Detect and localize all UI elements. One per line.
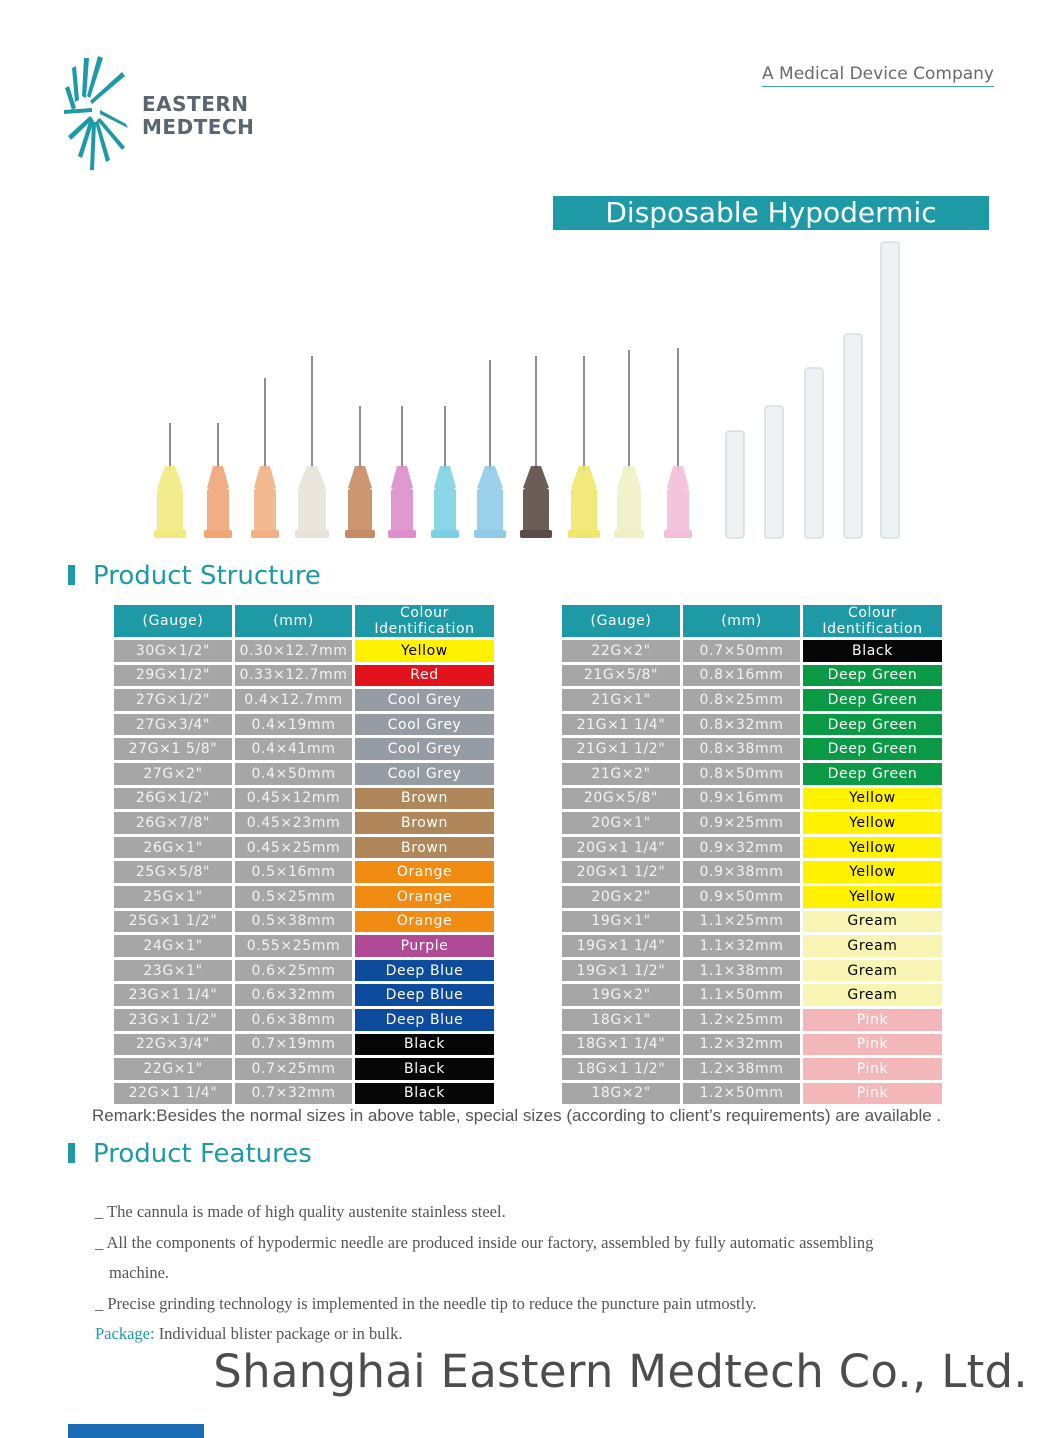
header-mm: (mm) bbox=[683, 605, 800, 637]
product-title: Disposable Hypodermic Needle bbox=[553, 196, 989, 230]
needle-3 bbox=[251, 378, 279, 538]
company-name: Shanghai Eastern Medtech Co., Ltd. bbox=[213, 1345, 1028, 1398]
size-cell: 0.9×16mm bbox=[683, 788, 800, 810]
size-cell: 1.2×50mm bbox=[683, 1083, 800, 1105]
size-cell: 0.5×25mm bbox=[235, 886, 352, 908]
table-row bbox=[562, 1009, 942, 1031]
size-cell: 0.6×25mm bbox=[235, 960, 352, 982]
table-row bbox=[114, 689, 494, 711]
table-row bbox=[562, 984, 942, 1006]
table-row bbox=[114, 861, 494, 883]
size-cell: 0.7×19mm bbox=[235, 1034, 352, 1056]
needle-cap-3 bbox=[805, 368, 823, 538]
gauge-cell: 18G×1 1/2" bbox=[562, 1058, 680, 1080]
feature-item-continued: machine. bbox=[109, 1263, 170, 1282]
size-cell: 1.2×32mm bbox=[683, 1034, 800, 1056]
table-row bbox=[114, 911, 494, 933]
table-row bbox=[562, 886, 942, 908]
gauge-cell: 21G×2" bbox=[562, 763, 680, 785]
table-row bbox=[114, 960, 494, 982]
colour-cell: Yellow bbox=[803, 886, 942, 908]
needle-7 bbox=[431, 406, 459, 538]
colour-cell: Red bbox=[355, 665, 494, 687]
structure-section-title bbox=[68, 561, 321, 591]
gauge-cell: 18G×1 1/4" bbox=[562, 1034, 680, 1056]
gauge-cell: 19G×2" bbox=[562, 984, 680, 1006]
size-cell: 0.8×50mm bbox=[683, 763, 800, 785]
table-row bbox=[562, 1058, 942, 1080]
table-row bbox=[114, 935, 494, 957]
section-marker-icon bbox=[68, 1143, 75, 1163]
needle-1 bbox=[154, 423, 186, 538]
colour-cell: Deep Blue bbox=[355, 1009, 494, 1031]
gauge-cell: 18G×2" bbox=[562, 1083, 680, 1105]
colour-cell: Brown bbox=[355, 788, 494, 810]
colour-cell: Gream bbox=[803, 960, 942, 982]
size-cell: 1.1×32mm bbox=[683, 935, 800, 957]
colour-cell: Yellow bbox=[803, 861, 942, 883]
table-row bbox=[562, 763, 942, 785]
header-colour: Colour Identification bbox=[803, 605, 942, 637]
table-row bbox=[114, 1009, 494, 1031]
size-cell: 0.9×50mm bbox=[683, 886, 800, 908]
size-cell: 0.7×25mm bbox=[235, 1058, 352, 1080]
size-cell: 1.1×25mm bbox=[683, 911, 800, 933]
table-row bbox=[114, 1058, 494, 1080]
gauge-cell: 21G×5/8" bbox=[562, 665, 680, 687]
colour-cell: Yellow bbox=[803, 837, 942, 859]
header-mm: (mm) bbox=[235, 605, 352, 637]
colour-cell: Yellow bbox=[803, 788, 942, 810]
table-header-row bbox=[114, 605, 494, 637]
brand-name bbox=[142, 93, 254, 139]
size-cell: 0.4×50mm bbox=[235, 763, 352, 785]
table-row bbox=[562, 935, 942, 957]
needle-9 bbox=[520, 356, 552, 538]
colour-cell: Black bbox=[355, 1058, 494, 1080]
colour-cell: Gream bbox=[803, 911, 942, 933]
colour-cell: Cool Grey bbox=[355, 738, 494, 760]
colour-cell: Cool Grey bbox=[355, 763, 494, 785]
gauge-cell: 25G×1" bbox=[114, 886, 232, 908]
spec-table-left bbox=[111, 602, 497, 1107]
table-row bbox=[114, 1034, 494, 1056]
gauge-cell: 27G×1/2" bbox=[114, 689, 232, 711]
colour-cell: Pink bbox=[803, 1034, 942, 1056]
gauge-cell: 23G×1" bbox=[114, 960, 232, 982]
footer-bar bbox=[68, 1424, 204, 1438]
package-label: Package: bbox=[95, 1324, 155, 1343]
size-cell: 0.45×23mm bbox=[235, 812, 352, 834]
feature-item: _ Precise grinding technology is implemented in the needle tip to reduce the puncture pain utmostly. bbox=[95, 1293, 757, 1313]
feature-item: _ All the components of hypodermic needle are produced inside our factory, assembled by fully automatic assembling bbox=[95, 1232, 874, 1252]
colour-cell: Cool Grey bbox=[355, 714, 494, 736]
features-list bbox=[95, 1197, 995, 1350]
gauge-cell: 20G×2" bbox=[562, 886, 680, 908]
colour-cell: Yellow bbox=[355, 640, 494, 662]
brand-name-line2: MEDTECH bbox=[142, 115, 255, 139]
feature-item: _ The cannula is made of high quality austenite stainless steel. bbox=[95, 1202, 506, 1221]
colour-cell: Gream bbox=[803, 935, 942, 957]
gauge-cell: 27G×3/4" bbox=[114, 714, 232, 736]
gauge-cell: 21G×1 1/2" bbox=[562, 738, 680, 760]
size-cell: 0.9×25mm bbox=[683, 812, 800, 834]
features-title-text: Product Features bbox=[93, 1139, 312, 1169]
size-cell: 0.45×25mm bbox=[235, 837, 352, 859]
package-text: Individual blister package or in bulk. bbox=[154, 1324, 403, 1343]
size-cell: 0.7×50mm bbox=[683, 640, 800, 662]
table-row bbox=[562, 665, 942, 687]
table-row bbox=[114, 665, 494, 687]
table-row bbox=[562, 738, 942, 760]
gauge-cell: 19G×1 1/2" bbox=[562, 960, 680, 982]
colour-cell: Yellow bbox=[803, 812, 942, 834]
size-cell: 0.4×12.7mm bbox=[235, 689, 352, 711]
gauge-cell: 30G×1/2" bbox=[114, 640, 232, 662]
table-row bbox=[114, 886, 494, 908]
colour-cell: Black bbox=[355, 1083, 494, 1105]
gauge-cell: 20G×1 1/4" bbox=[562, 837, 680, 859]
size-cell: 0.30×12.7mm bbox=[235, 640, 352, 662]
colour-cell: Deep Green bbox=[803, 665, 942, 687]
needle-12 bbox=[664, 348, 692, 538]
size-cell: 0.4×19mm bbox=[235, 714, 352, 736]
remark-text: Remark:Besides the normal sizes in above table, special sizes (according to client’s requirements) are available . bbox=[92, 1106, 942, 1125]
size-cell: 1.1×50mm bbox=[683, 984, 800, 1006]
needle-2 bbox=[204, 423, 232, 538]
gauge-cell: 21G×1" bbox=[562, 689, 680, 711]
table-row bbox=[562, 911, 942, 933]
features-section-title bbox=[68, 1139, 312, 1169]
needles-illustration bbox=[140, 238, 920, 548]
table-row bbox=[562, 689, 942, 711]
size-cell: 0.9×32mm bbox=[683, 837, 800, 859]
table-row bbox=[562, 1034, 942, 1056]
gauge-cell: 18G×1" bbox=[562, 1009, 680, 1031]
table-row bbox=[114, 640, 494, 662]
colour-cell: Deep Green bbox=[803, 738, 942, 760]
header-gauge: (Gauge) bbox=[562, 605, 680, 637]
section-marker-icon bbox=[68, 565, 75, 585]
size-cell: 0.55×25mm bbox=[235, 935, 352, 957]
needle-5 bbox=[345, 406, 375, 538]
gauge-cell: 20G×1" bbox=[562, 812, 680, 834]
gauge-cell: 21G×1 1/4" bbox=[562, 714, 680, 736]
size-cell: 1.2×25mm bbox=[683, 1009, 800, 1031]
size-cell: 0.9×38mm bbox=[683, 861, 800, 883]
header-gauge: (Gauge) bbox=[114, 605, 232, 637]
size-cell: 0.7×32mm bbox=[235, 1083, 352, 1105]
table-row bbox=[562, 714, 942, 736]
gauge-cell: 23G×1 1/4" bbox=[114, 984, 232, 1006]
spec-table-right bbox=[559, 602, 945, 1107]
colour-cell: Orange bbox=[355, 886, 494, 908]
size-cell: 0.8×16mm bbox=[683, 665, 800, 687]
size-cell: 0.6×38mm bbox=[235, 1009, 352, 1031]
colour-cell: Deep Green bbox=[803, 763, 942, 785]
brand-name-line1: EASTERN bbox=[142, 92, 249, 116]
needle-cap-1 bbox=[726, 431, 744, 538]
colour-cell: Orange bbox=[355, 861, 494, 883]
gauge-cell: 25G×1 1/2" bbox=[114, 911, 232, 933]
colour-cell: Deep Green bbox=[803, 689, 942, 711]
gauge-cell: 29G×1/2" bbox=[114, 665, 232, 687]
colour-cell: Black bbox=[355, 1034, 494, 1056]
colour-cell: Deep Green bbox=[803, 714, 942, 736]
colour-cell: Black bbox=[803, 640, 942, 662]
size-cell: 0.5×16mm bbox=[235, 861, 352, 883]
header-colour: Colour Identification bbox=[355, 605, 494, 637]
table-row bbox=[562, 1083, 942, 1105]
size-cell: 0.45×12mm bbox=[235, 788, 352, 810]
colour-cell: Pink bbox=[803, 1058, 942, 1080]
gauge-cell: 27G×2" bbox=[114, 763, 232, 785]
needle-cap-5 bbox=[881, 242, 899, 538]
size-cell: 0.8×25mm bbox=[683, 689, 800, 711]
colour-cell: Deep Blue bbox=[355, 960, 494, 982]
colour-cell: Brown bbox=[355, 837, 494, 859]
needle-8 bbox=[474, 360, 506, 538]
colour-cell: Pink bbox=[803, 1009, 942, 1031]
table-row bbox=[562, 640, 942, 662]
gauge-cell: 19G×1 1/4" bbox=[562, 935, 680, 957]
gauge-cell: 26G×1/2" bbox=[114, 788, 232, 810]
size-cell: 1.2×38mm bbox=[683, 1058, 800, 1080]
size-cell: 1.1×38mm bbox=[683, 960, 800, 982]
gauge-cell: 26G×7/8" bbox=[114, 812, 232, 834]
size-cell: 0.33×12.7mm bbox=[235, 665, 352, 687]
structure-title-text: Product Structure bbox=[93, 561, 321, 591]
table-row bbox=[114, 1083, 494, 1105]
colour-cell: Cool Grey bbox=[355, 689, 494, 711]
needle-4 bbox=[295, 356, 329, 538]
sunburst-logo-icon bbox=[62, 52, 142, 177]
table-row bbox=[114, 714, 494, 736]
table-row bbox=[562, 861, 942, 883]
gauge-cell: 23G×1 1/2" bbox=[114, 1009, 232, 1031]
gauge-cell: 22G×1" bbox=[114, 1058, 232, 1080]
gauge-cell: 22G×3/4" bbox=[114, 1034, 232, 1056]
gauge-cell: 25G×5/8" bbox=[114, 861, 232, 883]
size-cell: 0.8×38mm bbox=[683, 738, 800, 760]
table-row bbox=[562, 812, 942, 834]
size-cell: 0.4×41mm bbox=[235, 738, 352, 760]
colour-cell: Purple bbox=[355, 935, 494, 957]
table-row bbox=[562, 837, 942, 859]
table-row bbox=[114, 763, 494, 785]
colour-cell: Gream bbox=[803, 984, 942, 1006]
gauge-cell: 20G×5/8" bbox=[562, 788, 680, 810]
colour-cell: Orange bbox=[355, 911, 494, 933]
needle-10 bbox=[568, 356, 600, 538]
size-cell: 0.6×32mm bbox=[235, 984, 352, 1006]
gauge-cell: 22G×1 1/4" bbox=[114, 1083, 232, 1105]
table-row bbox=[114, 837, 494, 859]
gauge-cell: 24G×1" bbox=[114, 935, 232, 957]
table-header-row bbox=[562, 605, 942, 637]
gauge-cell: 22G×2" bbox=[562, 640, 680, 662]
gauge-cell: 20G×1 1/2" bbox=[562, 861, 680, 883]
needle-cap-4 bbox=[844, 334, 862, 538]
tagline: A Medical Device Company bbox=[762, 64, 994, 87]
size-cell: 0.5×38mm bbox=[235, 911, 352, 933]
table-row bbox=[562, 960, 942, 982]
colour-cell: Deep Blue bbox=[355, 984, 494, 1006]
table-row bbox=[114, 812, 494, 834]
needle-cap-2 bbox=[765, 406, 783, 538]
table-row bbox=[114, 788, 494, 810]
gauge-cell: 19G×1" bbox=[562, 911, 680, 933]
needle-6 bbox=[388, 406, 416, 538]
needle-11 bbox=[614, 350, 644, 538]
colour-cell: Brown bbox=[355, 812, 494, 834]
gauge-cell: 26G×1" bbox=[114, 837, 232, 859]
colour-cell: Pink bbox=[803, 1083, 942, 1105]
table-row bbox=[562, 788, 942, 810]
table-row bbox=[114, 738, 494, 760]
table-row bbox=[114, 984, 494, 1006]
gauge-cell: 27G×1 5/8" bbox=[114, 738, 232, 760]
size-cell: 0.8×32mm bbox=[683, 714, 800, 736]
